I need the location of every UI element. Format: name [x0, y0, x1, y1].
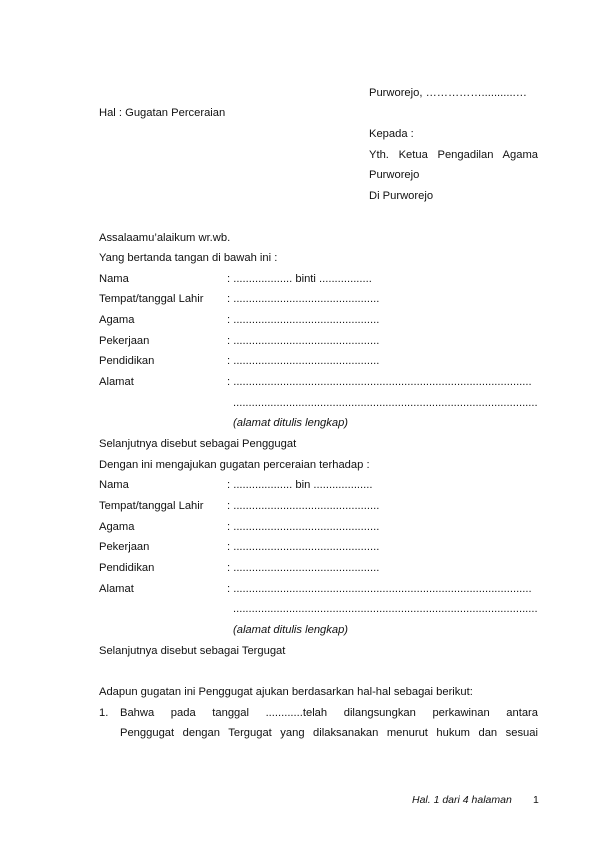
plaintiff-address-label: Alamat — [99, 376, 134, 388]
recipient-line-1: Yth. Ketua Pengadilan Agama — [369, 149, 538, 161]
defendant-designation: Selanjutnya disebut sebagai Tergugat — [99, 645, 286, 657]
plaintiff-designation: Selanjutnya disebut sebagai Penggugat — [99, 438, 297, 450]
defendant-job-label: Pekerjaan — [99, 541, 150, 553]
plaintiff-religion-value: : ............................................... — [227, 314, 380, 326]
defendant-religion-value: : ............................................... — [227, 521, 380, 533]
defendant-birth-label: Tempat/tanggal Lahir — [99, 500, 204, 512]
plaintiff-address-value: : ................................................................................................ — [227, 376, 532, 388]
plaintiff-job-label: Pekerjaan — [99, 335, 150, 347]
item-1-number: 1. — [99, 707, 109, 719]
defendant-religion-label: Agama — [99, 521, 135, 533]
defendant-name-value: : ................... bin ................... — [227, 479, 373, 491]
item-1-line-2: Penggugat dengan Tergugat yang dilaksanakan menurut hukum dan sesuai — [120, 727, 538, 739]
plaintiff-address-note: (alamat ditulis lengkap) — [233, 417, 349, 429]
page-footer-text: Hal. 1 dari 4 halaman — [412, 794, 512, 806]
defendant-address-value: : ................................................................................................ — [227, 583, 532, 595]
plaintiff-address-continuation: .................................................................................................. — [233, 397, 538, 409]
grounds-intro: Adapun gugatan ini Penggugat ajukan berdasarkan hal-hal sebagai berikut: — [99, 686, 473, 698]
place-date: Purworejo, ……………...........… — [369, 87, 527, 99]
plaintiff-education-label: Pendidikan — [99, 355, 155, 367]
defendant-education-label: Pendidikan — [99, 562, 155, 574]
subject-line: Hal : Gugatan Perceraian — [99, 107, 226, 119]
plaintiff-birth-value: : ............................................... — [227, 293, 380, 305]
item-1-line-1: Bahwa pada tanggal ............telah dilangsungkan perkawinan antara — [120, 707, 538, 719]
page-number: 1 — [533, 794, 539, 806]
recipient-line-3: Di Purworejo — [369, 190, 434, 202]
to-label: Kepada : — [369, 128, 414, 140]
greeting: Assalaamu’alaikum wr.wb. — [99, 232, 231, 244]
plaintiff-education-value: : ............................................... — [227, 355, 380, 367]
defendant-address-note: (alamat ditulis lengkap) — [233, 624, 349, 636]
plaintiff-job-value: : ............................................... — [227, 335, 380, 347]
plaintiff-birth-label: Tempat/tanggal Lahir — [99, 293, 204, 305]
defendant-education-value: : ............................................... — [227, 562, 380, 574]
claim-intro: Dengan ini mengajukan gugatan perceraian terhadap : — [99, 459, 370, 471]
plaintiff-religion-label: Agama — [99, 314, 135, 326]
defendant-address-continuation: .................................................................................................. — [233, 603, 538, 615]
defendant-name-label: Nama — [99, 479, 129, 491]
recipient-line-2: Purworejo — [369, 169, 420, 181]
plaintiff-name-label: Nama — [99, 273, 129, 285]
defendant-address-label: Alamat — [99, 583, 134, 595]
intro-text: Yang bertanda tangan di bawah ini : — [99, 252, 278, 264]
defendant-birth-value: : ............................................... — [227, 500, 380, 512]
defendant-job-value: : ............................................... — [227, 541, 380, 553]
plaintiff-name-value: : ................... binti ................. — [227, 273, 372, 285]
